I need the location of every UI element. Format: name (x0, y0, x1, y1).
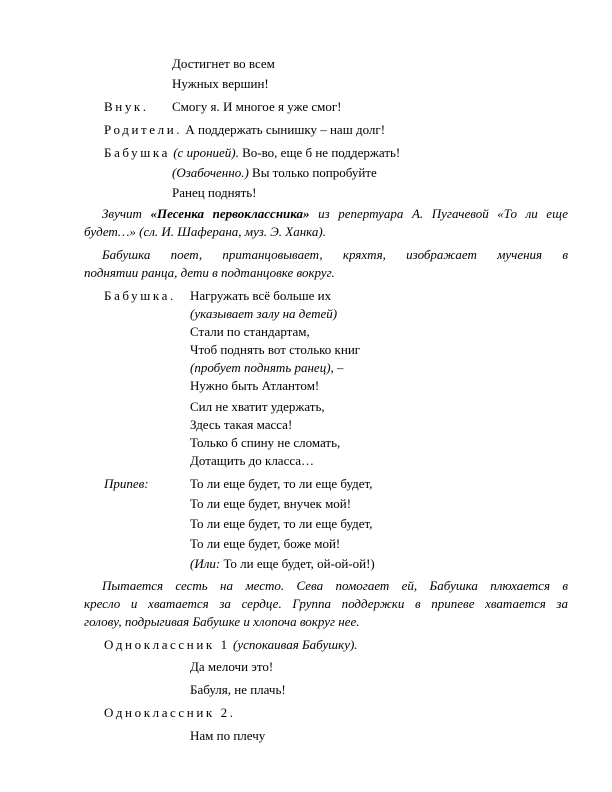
stage-direction: (успокаивая Бабушку). (233, 637, 358, 652)
verse-line: Чтоб поднять вот столько книг (190, 342, 361, 357)
stage-direction-line-3: голову, подрыгивая Бабушке и хлопоча вокруг нее. (84, 614, 360, 629)
verse-line: Нужно быть Атлантом! (190, 378, 320, 393)
ozab-text: Вы только попробуйте (248, 165, 377, 180)
roditeli-paragraph (104, 122, 385, 137)
ozab-line (172, 165, 377, 180)
verse-line: Здесь такая масса! (190, 417, 293, 432)
song-intro-line-4: поднятии ранца, дети в подтанцовке вокруг. (84, 265, 335, 280)
speaker-odnoklassnik-1: Одноклассник 1 (104, 637, 230, 652)
song-intro-line-3: Бабушка поет, пританцовывает, кряхтя, изображает мучения в (102, 247, 568, 262)
verse-line: Сил не хватит удержать, (190, 399, 325, 414)
speaker-roditeli: Родители. (104, 122, 183, 137)
odnoklassnik1-line: Да мелочи это! (190, 659, 274, 674)
chorus-line: То ли еще будет, то ли еще будет, (190, 516, 373, 531)
speaker-babushka-verse: Бабушка. (104, 288, 176, 303)
odnoklassnik1-line: Бабуля, не плачь! (190, 682, 286, 697)
babushka-paragraph (104, 145, 400, 160)
verse-direction: (пробует поднять ранец), – (190, 360, 344, 375)
chorus-alt-line (190, 556, 375, 571)
babushka-line: Во-во, еще б не поддержать! (238, 145, 401, 160)
verse-direction: (указывает залу на детей) (190, 306, 338, 321)
verse-line: Нужных вершин! (172, 76, 269, 91)
chorus-line: То ли еще будет, боже мой! (190, 536, 341, 551)
stage-direction-line-1: Пытается сесть на место. Сева помогает ей, Бабушка плюхается в (102, 578, 568, 593)
stage-direction-line-2: кресло и хватается за сердце. Группа поддержки в припеве хватается за (84, 596, 568, 611)
verse-line: Дотащить до класса… (190, 453, 315, 468)
stage-direction: (Озабоченно.) (172, 165, 249, 180)
verse-line: Достигнет во всем (172, 56, 275, 71)
ranets-line: Ранец поднять! (172, 185, 257, 200)
song-intro-text: Звучит (102, 206, 151, 221)
stage-direction: (с иронией). (173, 145, 239, 160)
speaker-odnoklassnik-2: Одноклассник 2. (104, 705, 236, 720)
song-intro-line-1 (102, 206, 568, 221)
chorus-label: Припев: (104, 476, 149, 491)
verse-line: Нагружать всё больше их (190, 288, 332, 303)
odnoklassnik2-line: Нам по плечу (190, 728, 266, 743)
song-intro-line-2: будет…» (сл. И. Шаферана, муз. Э. Ханка). (84, 224, 326, 239)
ili-label: (Или: (190, 556, 221, 571)
odnoklassnik1-paragraph (104, 637, 358, 652)
vnuk-line: Смогу я. И многое я уже смог! (172, 99, 342, 114)
speaker-babushka: Бабушка (104, 145, 170, 160)
chorus-line: То ли еще будет, то ли еще будет, (190, 476, 373, 491)
verse-line: Только б спину не сломать, (190, 435, 341, 450)
song-intro-text: из репертуара А. Пугачевой «То ли еще (309, 206, 568, 221)
verse-line: Стали по стандартам, (190, 324, 310, 339)
speaker-vnuk: Внук. (104, 99, 149, 114)
roditeli-line: А поддержать сынишку – наш долг! (185, 122, 386, 137)
chorus-line: То ли еще будет, внучек мой! (190, 496, 352, 511)
ili-text: То ли еще будет, ой-ой-ой!) (220, 556, 375, 571)
song-title: «Песенка первоклассника» (150, 206, 310, 221)
